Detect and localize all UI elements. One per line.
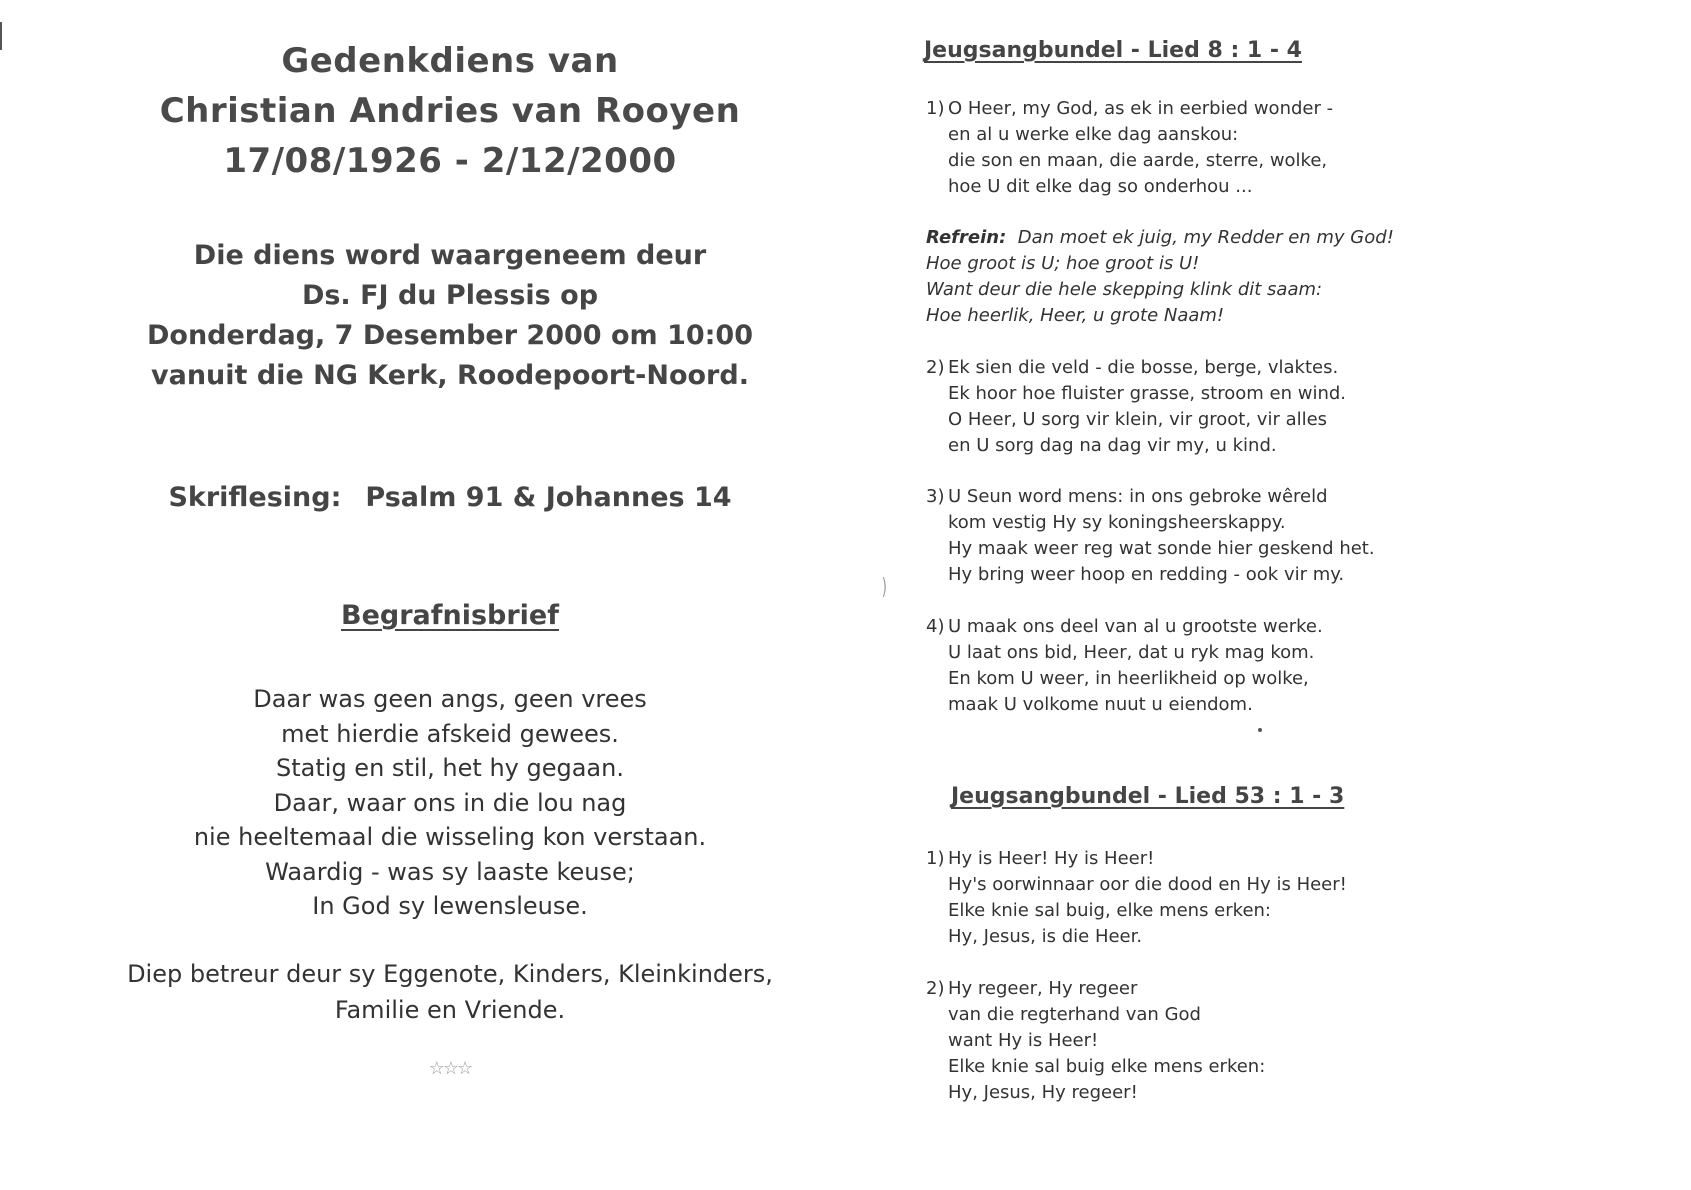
verse-line: en al u werke elke dag aanskou: (948, 124, 1239, 145)
poem-line: In God sy lewensleuse. (312, 892, 588, 920)
verse-line: Hy regeer, Hy regeer (948, 978, 1138, 999)
scripture-reading (0, 482, 900, 513)
verse-line: Hy is Heer! Hy is Heer! (948, 848, 1155, 869)
hymn1-verse4 (926, 614, 1323, 718)
poem-line: Daar, waar ons in die lou nag (273, 788, 627, 817)
verse-line: Hy, Jesus, Hy regeer! (948, 1082, 1138, 1103)
refrain-label: Refrein: (926, 227, 1007, 248)
brief-heading (0, 600, 900, 631)
verse-line: Elke knie sal buig elke mens erken: (948, 1056, 1266, 1077)
verse-line: en U sorg dag na dag vir my, u kind. (948, 435, 1277, 456)
poem-line: met hierdie afskeid gewees. (281, 719, 619, 748)
verse-line: U Seun word mens: in ons gebroke wêreld (948, 486, 1328, 507)
verse-line: Elke knie sal buig, elke mens erken: (948, 900, 1271, 921)
mourn-line: Familie en Vriende. (334, 996, 566, 1024)
verse-line: van die regterhand van God (948, 1004, 1201, 1025)
hymn1-refrain (926, 225, 1394, 329)
service-line: Ds. FJ du Plessis op (301, 280, 599, 311)
verse-line: Hy's oorwinnaar oor die dood en Hy is Heer! (948, 874, 1347, 895)
memorial-title (0, 36, 900, 186)
reading-text: Psalm 91 & Johannes 14 (365, 482, 732, 513)
poem-line: Statig en stil, het hy gegaan. (276, 754, 624, 782)
verse-line: Hy bring weer hoop en redding - ook vir my. (948, 564, 1345, 585)
hymn1-heading (924, 38, 1302, 63)
verse-line: Ek sien die veld - die bosse, berge, vlaktes. (948, 357, 1339, 378)
verse-number: 2) (926, 978, 945, 999)
refrain-line: Want deur die hele skepping klink dit saam: (926, 279, 1323, 300)
hymn2-heading-text: Jeugsangbundel - Lied 53 : 1 - 3 (951, 784, 1345, 809)
service-line: Donderdag, 7 Desember 2000 om 10:00 (146, 320, 754, 351)
verse-line: O Heer, my God, as ek in eerbied wonder - (948, 98, 1334, 119)
title-line: Gedenkdiens van (281, 41, 619, 81)
poem-line: nie heeltemaal die wisseling kon verstaan. (193, 823, 707, 851)
verse-line: En kom U weer, in heerlikheid op wolke, (948, 668, 1309, 689)
verse-line: maak U volkome nuut u eiendom. (948, 694, 1253, 715)
service-line: vanuit die NG Kerk, Roodepoort-Noord. (151, 360, 749, 391)
brief-heading-text: Begrafnisbrief (340, 600, 559, 631)
stars-ornament: ☆☆☆ (428, 1058, 472, 1079)
mourn-line: Diep betreur deur sy Eggenote, Kinders, Kleinkinders, (127, 960, 773, 988)
deceased-name: Christian Andries van Rooyen (159, 91, 741, 131)
life-dates: 17/08/1926 - 2/12/2000 (223, 141, 677, 181)
hymn1-verse3 (926, 484, 1375, 588)
verse-number: 2) (926, 357, 945, 378)
service-line: Die diens word waargeneem deur (193, 240, 707, 271)
verse-line: O Heer, U sorg vir klein, vir groot, vir alles (948, 409, 1328, 430)
hymn2-verse2 (926, 976, 1265, 1106)
mourners-note (0, 956, 900, 1028)
verse-line: Ek hoor hoe fluister grasse, stroom en wind. (948, 383, 1347, 404)
hymn1-heading-text: Jeugsangbundel - Lied 8 : 1 - 4 (924, 38, 1302, 63)
verse-number: 1) (926, 848, 945, 869)
refrain-line: Hoe heerlik, Heer, u grote Naam! (926, 305, 1225, 326)
refrain-line: Hoe groot is U; hoe groot is U! (926, 253, 1200, 274)
verse-number: 4) (926, 616, 945, 637)
funeral-poem (0, 682, 900, 924)
hymn2-heading (951, 784, 1344, 809)
hymn1-verse2 (926, 355, 1346, 459)
hymn1-verse1 (926, 96, 1333, 200)
service-details (0, 236, 900, 396)
verse-line: die son en maan, die aarde, sterre, wolke, (948, 150, 1328, 171)
verse-line: U laat ons bid, Heer, dat u ryk mag kom. (948, 642, 1315, 663)
reading-label: Skriflesing: (168, 482, 342, 513)
ink-dot (1258, 728, 1262, 732)
verse-line: kom vestig Hy sy koningsheerskappy. (948, 512, 1286, 533)
verse-line: Hy, Jesus, is die Heer. (948, 926, 1143, 947)
fold-mark: ) (881, 575, 887, 600)
verse-line: want Hy is Heer! (948, 1030, 1099, 1051)
hymn2-verse1 (926, 846, 1347, 950)
verse-line: U maak ons deel van al u grootste werke. (948, 616, 1323, 637)
poem-line: Waardig - was sy laaste keuse; (265, 857, 635, 886)
poem-line: Daar was geen angs, geen vrees (253, 685, 647, 713)
verse-number: 3) (926, 486, 945, 507)
verse-line: hoe U dit elke dag so onderhou ... (948, 176, 1253, 197)
refrain-line: Dan moet ek juig, my Redder en my God! (1017, 227, 1394, 248)
verse-line: Hy maak weer reg wat sonde hier geskend het. (948, 538, 1375, 559)
verse-number: 1) (926, 98, 945, 119)
